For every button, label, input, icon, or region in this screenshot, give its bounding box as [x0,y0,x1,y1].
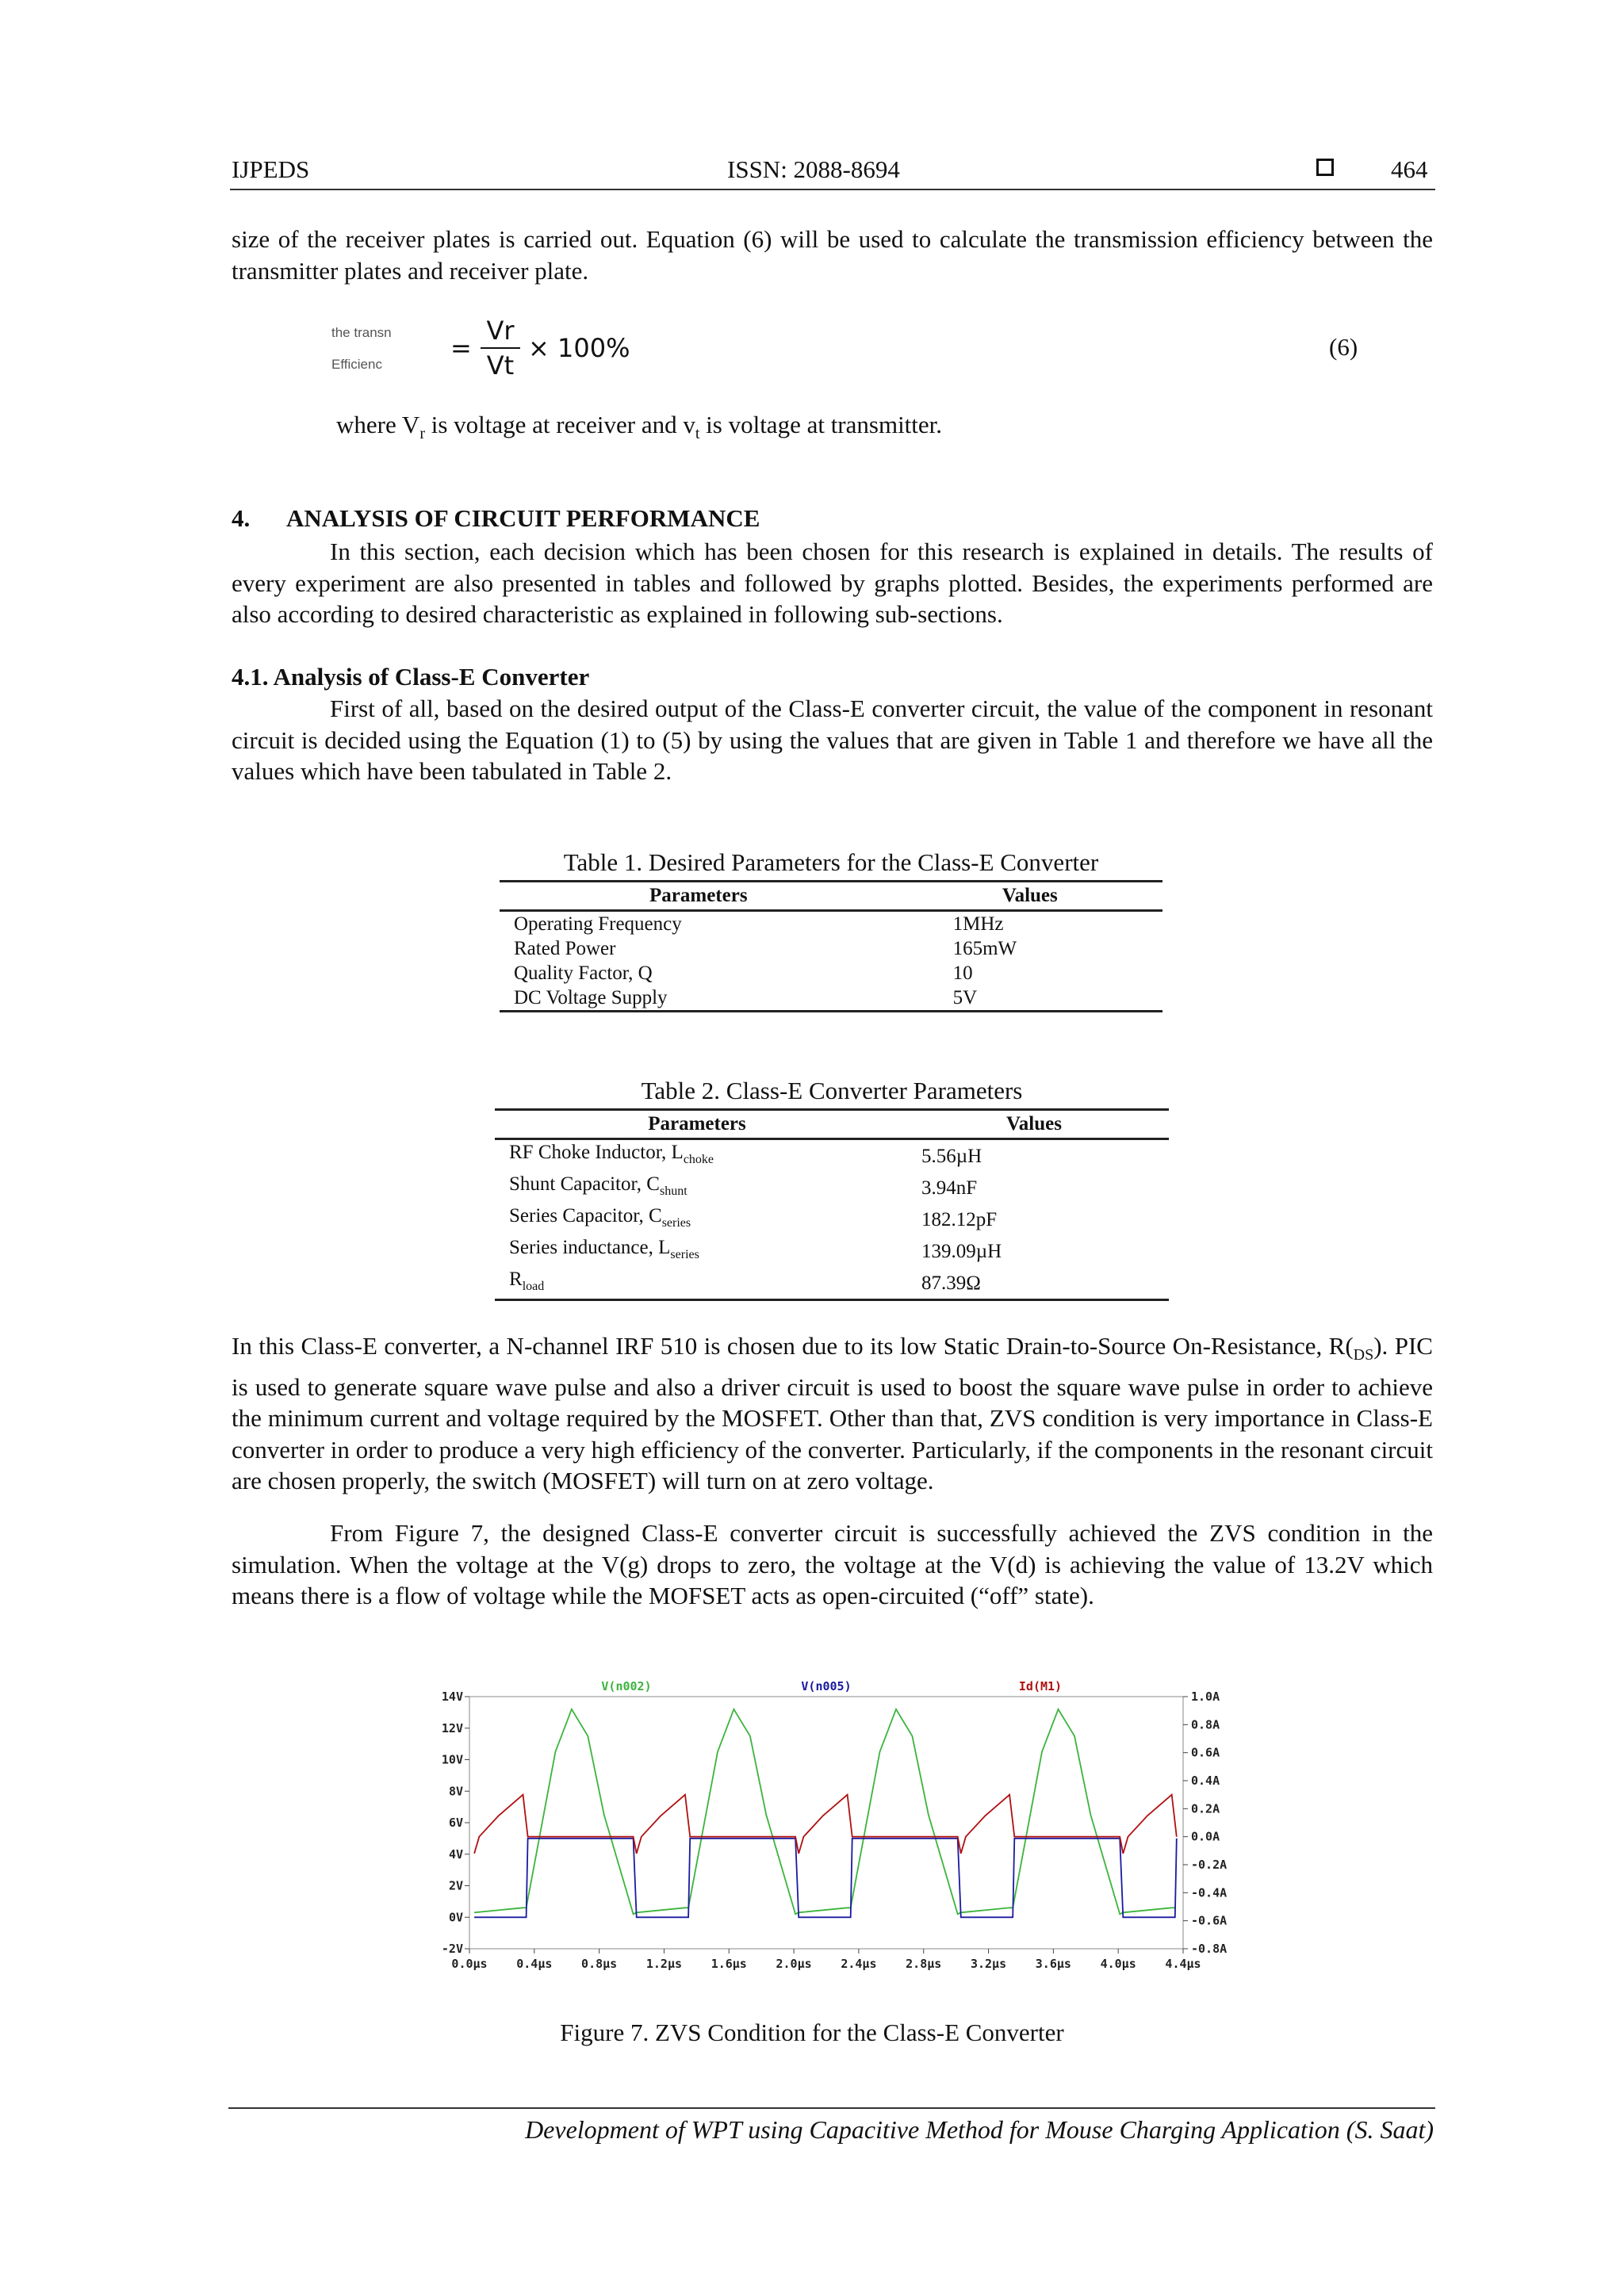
section-number: 4. [232,504,251,532]
page-number: 464 [1391,155,1428,183]
table-1 [500,848,1162,1012]
intro-paragraph: size of the receiver plates is carried out. Equation (6) will be used to calculate the transmission efficiency between the transmitter plates and receiver plate. [232,225,1433,285]
y-right-tick-label: -0.4A [1191,1885,1228,1900]
y-left-tick-label: 2V [448,1878,463,1893]
y-right-tick-label: 0.0A [1191,1829,1220,1844]
section-4-heading [232,504,760,533]
y-left-tick-label: 4V [448,1846,463,1862]
table-row: Shunt Capacitor, $C_{shunt}$ 3.94nF [509,1173,978,1199]
y-left-tick-label: 14V [441,1689,463,1704]
table-header: Parameters [495,1110,899,1139]
journal-name: IJPEDS [232,155,310,183]
issn: ISSN: 2088-8694 [727,155,900,183]
figure-7-caption: Figure 7. ZVS Condition for the Class-E Converter [560,2019,1064,2046]
footer-text: Development of WPT using Capacitive Method for Mouse Charging Application (S. Saat) [525,2115,1434,2144]
table-row: Operating Frequency 1MHz [514,913,1004,935]
y-right-tick-label: 1.0A [1191,1689,1220,1704]
x-tick-label: 1.2µs [645,1957,683,1971]
equation-6: the transn Efficienc = Vr Vt × 100% (6) [331,316,1358,381]
table-2 [495,1077,1169,1301]
y-left-tick-label: 6V [448,1816,463,1830]
table-row: RF Choke Inductor, $L_{choke}$ 5.56µH [509,1142,982,1167]
equation-number: (6) [1329,333,1358,361]
equation-numerator: Vr [486,316,515,346]
table-header: Values [898,882,1162,911]
table-row: Series inductance, $L_{series}$ 139.09µH [509,1237,1002,1262]
table-1-grid [500,880,1162,1012]
equation-rest: × 100% [528,333,630,363]
zvs-chart [412,1671,1245,1988]
equation-lhs-label: the transn Efficienc [331,325,392,372]
table-2-caption: Table 2. Class-E Converter Parameters [641,1077,1023,1104]
y-left-tick-label: -2V [441,1942,463,1956]
table-header: Parameters [500,882,898,911]
y-right-tick-label: -0.6A [1191,1913,1228,1928]
y-left-tick-label: 12V [441,1720,463,1735]
x-tick-label: 0.8µs [581,1957,618,1971]
section-title: ANALYSIS OF CIRCUIT PERFORMANCE [286,504,760,532]
y-left-tick-label: 0V [448,1910,463,1925]
figure-7 [412,1671,1245,1988]
y-left-tick-label: 8V [448,1784,463,1799]
table-1-caption: Table 1. Desired Parameters for the Class-E Converter [563,848,1099,876]
table-row: $R_{load}$ 87.39Ω [495,1267,1169,1300]
y-right-tick-label: 0.6A [1191,1745,1220,1760]
y-left-tick-label: 10V [441,1752,463,1767]
footer-rule [228,2107,1435,2109]
mosfet-paragraph: In this Class-E converter, a N-channel IRF 510 is chosen due to its low Static Drain-to-Source On-Resistance, $R(_{DS})$. PIC is used to generate square wave pulse and also a driver circuit is used to boost the square wave pulse in order to achieve the minimum current and voltage required by the MOSFET. Other than that, ZVS condition is very importance in Class-E converter in order to produce a very high efficiency of the converter. Particularly, if the components in the resonant circuit are chosen properly, the switch (MOSFET) will turn on at zero voltage. [232,1332,1433,1495]
section-4-paragraph: In this section, each decision which has been chosen for this research is explained in details. The results of every experiment are also presented in tables and followed by graphs plotted. Besides, the experiments performed are also according to desired characteristic as explained in following sub-sections. [232,538,1433,628]
x-tick-label: 0.4µs [516,1957,553,1971]
x-tick-label: 2.0µs [776,1957,812,1971]
header-rule [230,189,1435,190]
table-row: Quality Factor, Q 10 [514,962,973,984]
y-right-tick-label: -0.2A [1191,1858,1228,1872]
equation-fraction [481,316,520,381]
plot-area [469,1697,1183,1949]
legend-label: V(n005) [801,1679,852,1693]
x-tick-label: 2.4µs [841,1957,877,1971]
y-right-tick-label: -0.8A [1191,1942,1228,1956]
table-row: Series Capacitor, $C_{series}$ 182.12pF [509,1205,998,1230]
y-right-tick-label: 0.2A [1191,1801,1220,1816]
x-tick-label: 3.2µs [970,1957,1007,1971]
table-header: Values [899,1110,1169,1139]
x-tick-label: 2.8µs [906,1957,942,1971]
section-4-1-paragraph: First of all, based on the desired output of the Class-E converter circuit, the value of the component in resonant circuit is decided using the Equation (1) to (5) by using the values that are given in Table 1 and therefore we have all the values which have been tabulated in Table 2. [232,695,1433,785]
legend-label: Id(M1) [1018,1679,1063,1693]
x-tick-label: 3.6µs [1035,1957,1071,1971]
table-row: Rated Power 165mW [514,938,1017,959]
figure-7-paragraph: From Figure 7, the designed Class-E converter circuit is successfully achieved the ZVS condition in the simulation. When the voltage at the V(g) drops to zero, the voltage at the V(d) is achieving the value of 13.2V which means there is a flow of voltage while the MOFSET acts as open-circuited (“off” state). [232,1519,1433,1609]
x-tick-label: 4.0µs [1100,1957,1136,1971]
square-bullet-icon [1316,159,1334,176]
y-right-tick-label: 0.8A [1191,1717,1220,1732]
where-clause: where $V_r$ is voltage at receiver and $v_t$ is voltage at transmitter. [336,411,943,443]
legend-label: V(n002) [601,1679,652,1693]
x-tick-label: 4.4µs [1165,1957,1201,1971]
y-right-tick-label: 0.4A [1191,1774,1220,1788]
x-tick-label: 1.6µs [710,1957,747,1971]
equation-denominator: Vt [486,350,515,381]
table-row: DC Voltage Supply 5V [500,985,1162,1012]
section-4-1-heading: 4.1. Analysis of Class-E Converter [232,663,590,691]
x-tick-label: 0.0µs [451,1957,488,1971]
table-2-grid [495,1108,1169,1301]
